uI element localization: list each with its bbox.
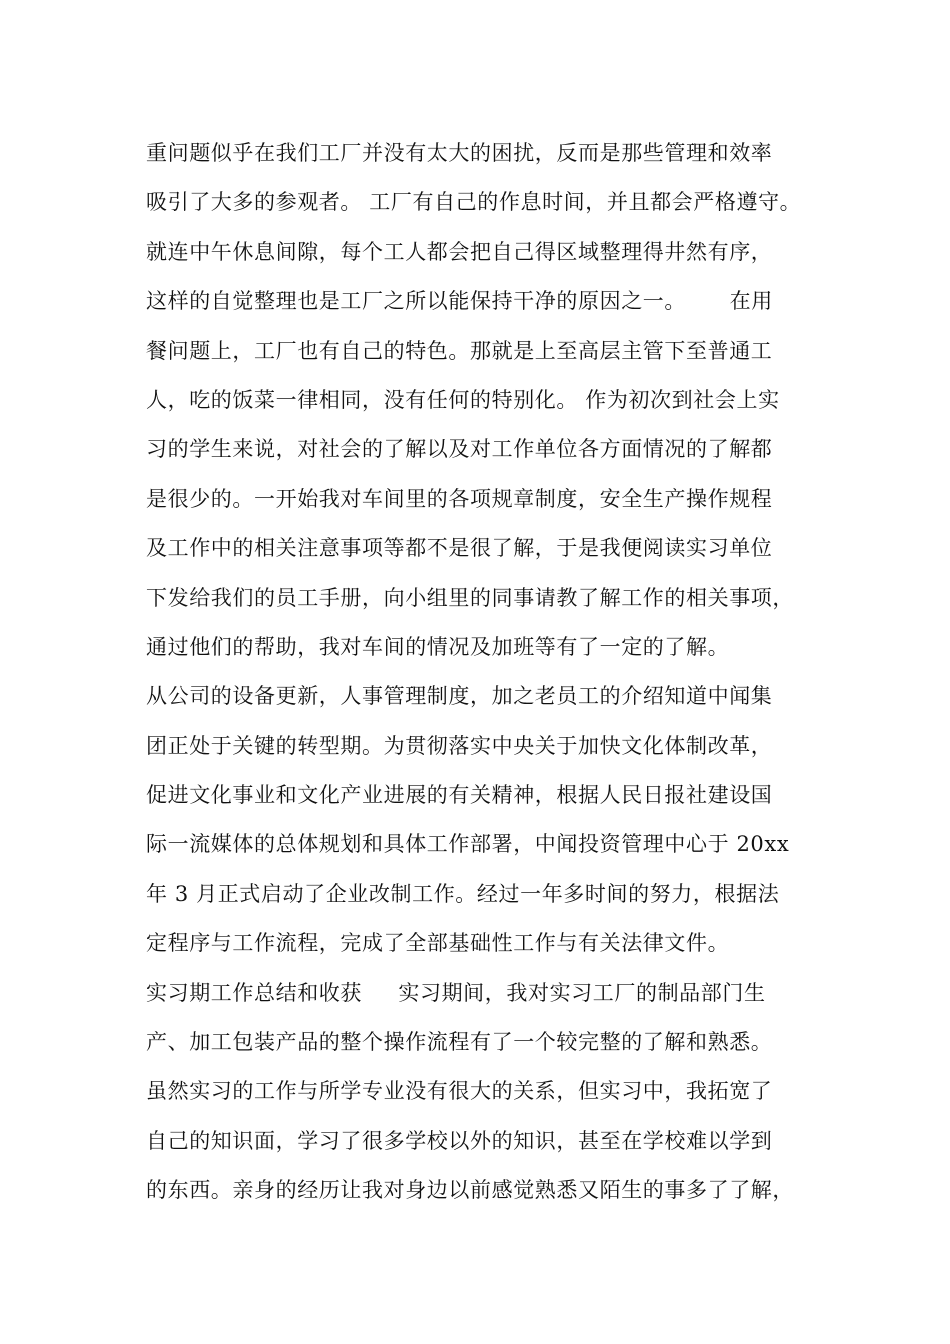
text-line: 吸引了大多的参观者。 工厂有自己的作息时间，并且都会严格遵守。 [146, 190, 802, 215]
text-line: 产、加工包装产品的整个操作流程有了一个较完整的了解和熟悉。 [146, 1030, 773, 1055]
text-line: 餐问题上，工厂也有自己的特色。那就是上至高层主管下至普通工 [146, 338, 773, 363]
text-line: 定程序与工作流程，完成了全部基础性工作与有关法律文件。 [146, 931, 730, 956]
text-line: 通过他们的帮助，我对车间的情况及加班等有了一定的了解。 [146, 634, 730, 659]
text-line: 重问题似乎在我们工厂并没有太大的困扰，反而是那些管理和效率 [146, 141, 773, 165]
text-line: 就连中午休息间隙，每个工人都会把自己得区域整理得井然有序， [146, 239, 773, 264]
body-text [146, 129, 836, 1216]
text-line: 促进文化事业和文化产业进展的有关精神，根据人民日报社建设国 [146, 783, 773, 808]
text-line: 实习期工作总结和收获 实习期间，我对实习工厂的制品部门生 [146, 980, 766, 1005]
text-line: 年 3 月正式启动了企业改制工作。经过一年多时间的努力，根据法 [146, 881, 780, 906]
text-line: 及工作中的相关注意事项等都不是很了解，于是我便阅读实习单位 [146, 536, 773, 561]
text-line: 人，吃的饭菜一律相同，没有任何的特别化。 作为初次到社会上实 [146, 387, 780, 412]
text-line: 团正处于关键的转型期。为贯彻落实中央关于加快文化体制改革， [146, 733, 773, 758]
text-line: 从公司的设备更新，人事管理制度，加之老员工的介绍知道中闻集 [146, 684, 773, 709]
text-line: 这样的自觉整理也是工厂之所以能保持干净的原因之一。 在用 [146, 289, 773, 314]
text-line: 自己的知识面，学习了很多学校以外的知识，甚至在学校难以学到 [146, 1128, 773, 1153]
text-line: 是很少的。一开始我对车间里的各项规章制度，安全生产操作规程 [146, 486, 773, 511]
text-line: 下发给我们的员工手册，向小组里的同事请教了解工作的相关事项， [146, 585, 794, 610]
text-line: 的东西。亲身的经历让我对身边以前感觉熟悉又陌生的事多了了解， [146, 1178, 794, 1203]
text-line: 虽然实习的工作与所学专业没有很大的关系，但实习中，我拓宽了 [146, 1079, 773, 1104]
text-line: 际一流媒体的总体规划和具体工作部署，中闻投资管理中心于 20xx [146, 832, 790, 857]
text-line: 习的学生来说，对社会的了解以及对工作单位各方面情况的了解都 [146, 437, 773, 462]
